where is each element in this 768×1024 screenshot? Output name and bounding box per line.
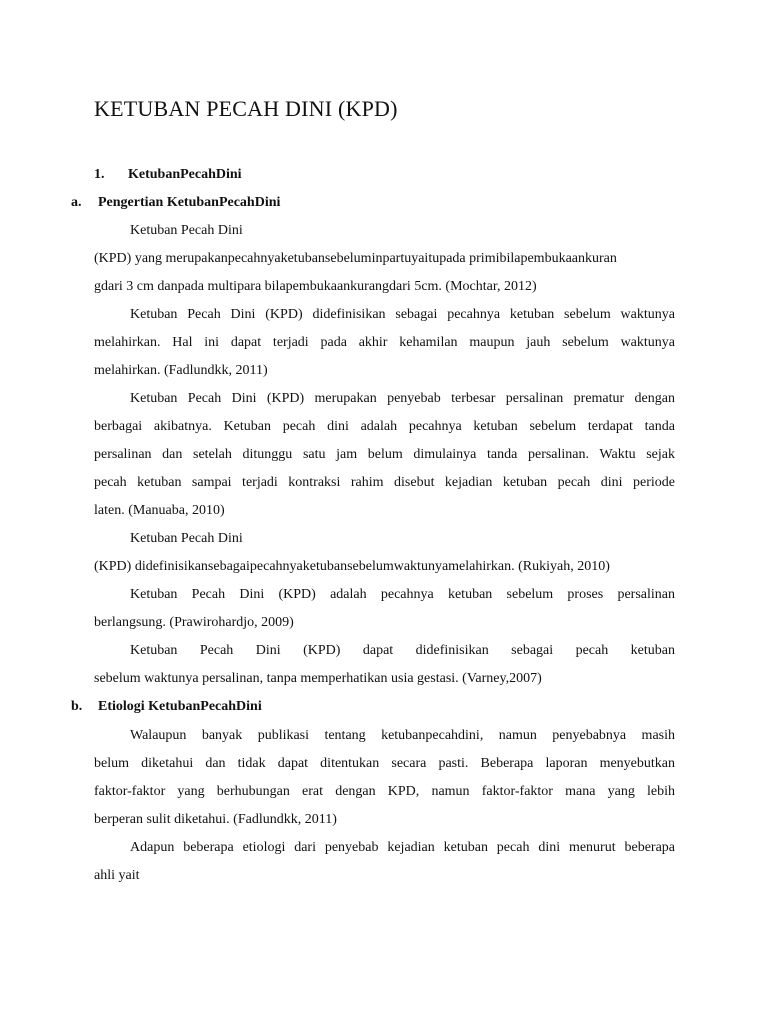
section-b-title: Etiologi KetubanPecahDini: [98, 699, 262, 714]
paragraph-line: Walaupun banyak publikasi tentang ketubanpecahdini, namun penyebabnya masih: [130, 728, 675, 743]
paragraph-line: Ketuban Pecah Dini (KPD) adalah pecahnya ketuban sebelum proses persalinan: [130, 587, 675, 602]
paragraph-line: faktor-faktor yang berhubungan erat dengan KPD, namun faktor-faktor mana yang lebih: [94, 784, 675, 799]
section-a-letter: a.: [71, 195, 82, 210]
heading-1-text: KetubanPecahDini: [128, 167, 242, 182]
paragraph-line: berperan sulit diketahui. (Fadlundkk, 2011): [94, 812, 337, 827]
section-b-letter: b.: [71, 699, 83, 714]
section-a-heading: [71, 194, 652, 212]
paragraph-line: ahli yait: [94, 868, 140, 883]
paragraph-line: Ketuban Pecah Dini: [130, 223, 243, 238]
paragraph-line: Ketuban Pecah Dini (KPD) dapat didefinisikan sebagai pecah ketuban: [130, 643, 675, 658]
paragraph-line: melahirkan. (Fadlundkk, 2011): [94, 363, 268, 378]
section-a-title: Pengertian KetubanPecahDini: [98, 195, 281, 210]
paragraph-line: Ketuban Pecah Dini (KPD) didefinisikan sebagai pecahnya ketuban sebelum waktunya: [130, 307, 675, 322]
paragraph-line: berlangsung. (Prawirohardjo, 2009): [94, 615, 294, 630]
paragraph-line: Ketuban Pecah Dini: [130, 531, 243, 546]
paragraph-line: berbagai akibatnya. Ketuban pecah dini adalah pecahnya ketuban sebelum terdapat tanda: [94, 419, 675, 434]
document-title: KETUBAN PECAH DINI (KPD): [94, 96, 398, 121]
paragraph-line: laten. (Manuaba, 2010): [94, 503, 225, 518]
heading-1-number: 1.: [94, 167, 105, 182]
paragraph-line: (KPD) yang merupakanpecahnyaketubansebeluminpartuyaitupada primibilapembukaankuran: [94, 251, 617, 266]
paragraph-line: gdari 3 cm danpada multipara bilapembukaankurangdari 5cm. (Mochtar, 2012): [94, 279, 537, 294]
paragraph-line: belum diketahui dan tidak dapat ditentukan secara pasti. Beberapa laporan menyebutkan: [94, 756, 675, 771]
paragraph-line: pecah ketuban sampai terjadi kontraksi rahim disebut kejadian ketuban pecah dini periode: [94, 475, 675, 490]
paragraph-line: persalinan dan setelah ditunggu satu jam belum dimulainya tanda persalinan. Waktu sejak: [94, 447, 675, 462]
paragraph-line: (KPD) didefinisikansebagaipecahnyaketubansebelumwaktunyamelahirkan. (Rukiyah, 2010): [94, 559, 610, 574]
section-b-heading: [71, 698, 652, 716]
paragraph-line: melahirkan. Hal ini dapat terjadi pada akhir kehamilan maupun jauh sebelum waktunya: [94, 335, 675, 350]
paragraph-line: Ketuban Pecah Dini (KPD) merupakan penyebab terbesar persalinan prematur dengan: [130, 391, 675, 406]
paragraph-line: sebelum waktunya persalinan, tanpa memperhatikan usia gestasi. (Varney,2007): [94, 671, 542, 686]
paragraph-line: Adapun beberapa etiologi dari penyebab kejadian ketuban pecah dini menurut beberapa: [130, 840, 675, 855]
heading-1: [94, 166, 675, 184]
